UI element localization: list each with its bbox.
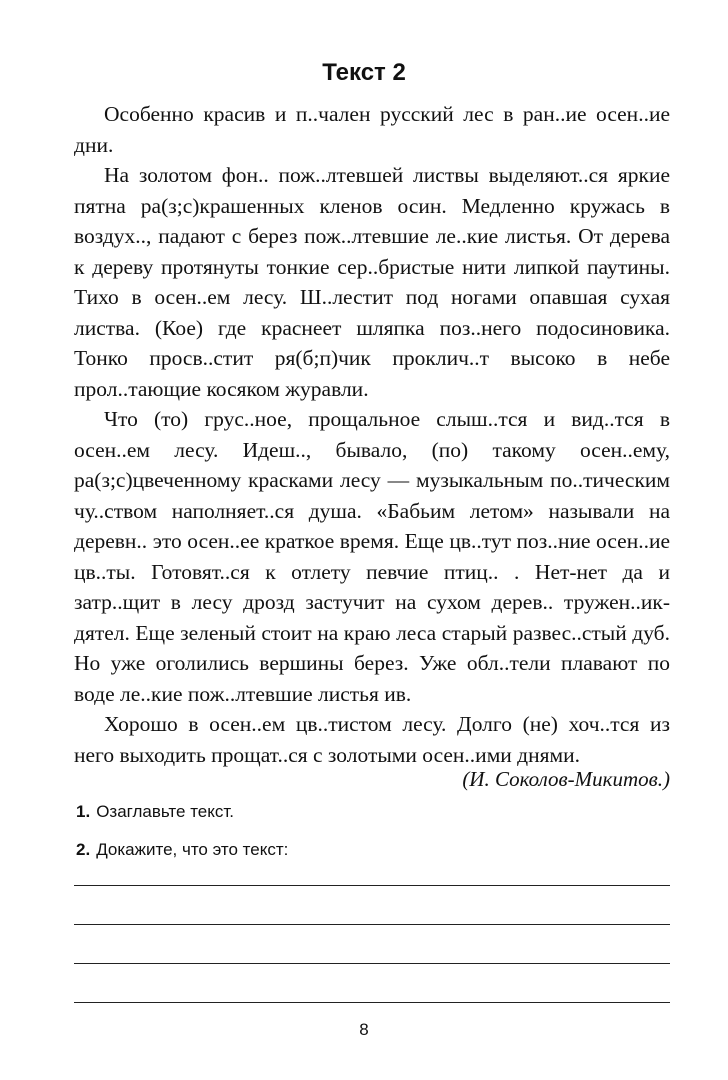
page-title: Текст 2 (322, 59, 406, 86)
task-1 (76, 800, 234, 824)
task-1-number: 1. (76, 802, 91, 821)
task-2-number: 2. (76, 840, 91, 859)
answer-line (74, 924, 670, 925)
answer-line (74, 1002, 670, 1003)
author-attribution: (И. Соколов-Микитов.) (462, 767, 670, 791)
paragraph-3: Что (то) грус..ное, прощальное слыш..тся и вид..тся в осен..ем лесу. Идеш.., бывало, (по) такому осен..ему, ра(з;с)цвеченному красками лесу — музыкальным по..тическим чу..ством наполняет..ся душа. «Бабьим летом» называли на деревн.. это осен..ее краткое время. Еще цв..тут поз..ние осен..ие цв..ты. Готовят..ся к отлету певчие птиц.. . Нет-нет да и затр..щит в лесу дрозд застучит на сухом дерев.. тружен..ик-дятел. Еще зеленый стоит на краю леса старый развес..стый дуб. Но уже оголились вершины берез. Уже обл..тели плавают по воде ле..кие пож..лтевшие листья ив. (74, 407, 670, 706)
page-number: 8 (359, 1020, 369, 1039)
task-1-text: Озаглавьте текст. (96, 802, 234, 821)
answer-line (74, 885, 670, 886)
task-2 (76, 838, 288, 862)
answer-line (74, 963, 670, 964)
task-2-text: Докажите, что это текст: (96, 840, 289, 859)
paragraph-4: Хорошо в осен..ем цв..тистом лесу. Долго (не) хоч..тся из него выходить прощат..ся с золотыми осен..ими днями. (74, 712, 670, 767)
reading-text (74, 99, 670, 770)
paragraph-2: На золотом фон.. пож..лтевшей листвы выделяют..ся яркие пятна ра(з;с)крашенных кленов осин. Медленно кружась в воздух.., падают с берез пож..лтевшие ле..кие листья. От дерева к дереву протянуты тонкие сер..бристые нити липкой паутины. Тихо в осен..ем лесу. Ш..лестит под ногами опавшая сухая листва. (Кое) где краснеет шляпка поз..него подосиновика. Тонко просв..стит ря(б;п)чик проклич..т высоко в небе прол..тающие косяком журавли. (74, 163, 670, 401)
paragraph-1: Особенно красив и п..чален русский лес в ран..ие осен..ие дни. (74, 102, 670, 157)
